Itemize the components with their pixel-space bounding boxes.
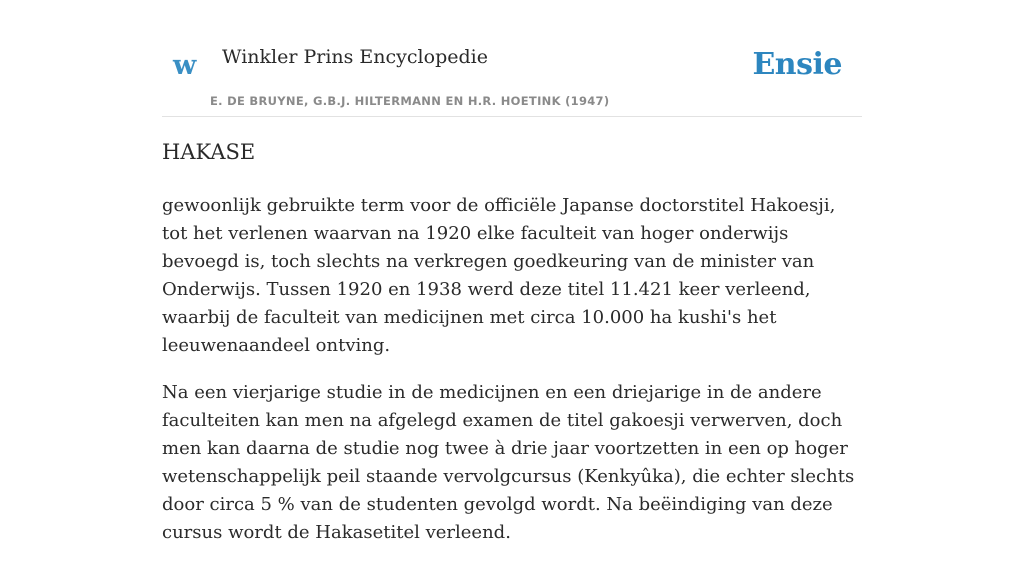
encyclopedia-title[interactable]: Winkler Prins Encyclopedie xyxy=(222,46,488,68)
article-paragraph: gewoonlijk gebruikte term voor de officiële Japanse doctorstitel Hakoesji, tot het verlenen waarvan na 1920 elke faculteit van hoger onderwijs bevoegd is, toch slechts na verkregen goedkeuring van de minister van Onderwijs. Tussen 1920 en 1938 werd deze titel 11.421 keer verleend, waarbij de faculteit van medicijnen met circa 10.000 ha kushi's het leeuwenaandeel ontving. xyxy=(162,195,836,356)
winkler-prins-logo[interactable]: w xyxy=(173,50,197,81)
article-title: HAKASE xyxy=(162,140,256,164)
article-body xyxy=(162,192,862,566)
article-paragraph: Na een vierjarige studie in de medicijnen en een driejarige in de andere faculteiten kan men na afgelegd examen de titel gakoesji verwerven, doch men kan daarna de studie nog twee à drie jaar voortzetten in een op hoger wetenschappelijk peil staande vervolgcursus (Kenkyûka), die echter slechts door circa 5 % van de studenten gevolgd wordt. Na beëindiging van deze cursus wordt de Hakasetitel verleend. xyxy=(162,382,855,543)
ensie-brand-logo[interactable]: Ensie xyxy=(752,47,842,82)
encyclopedia-authors: E. DE BRUYNE, G.B.J. HILTERMANN EN H.R. HOETINK (1947) xyxy=(210,94,610,108)
site-header xyxy=(162,0,862,117)
